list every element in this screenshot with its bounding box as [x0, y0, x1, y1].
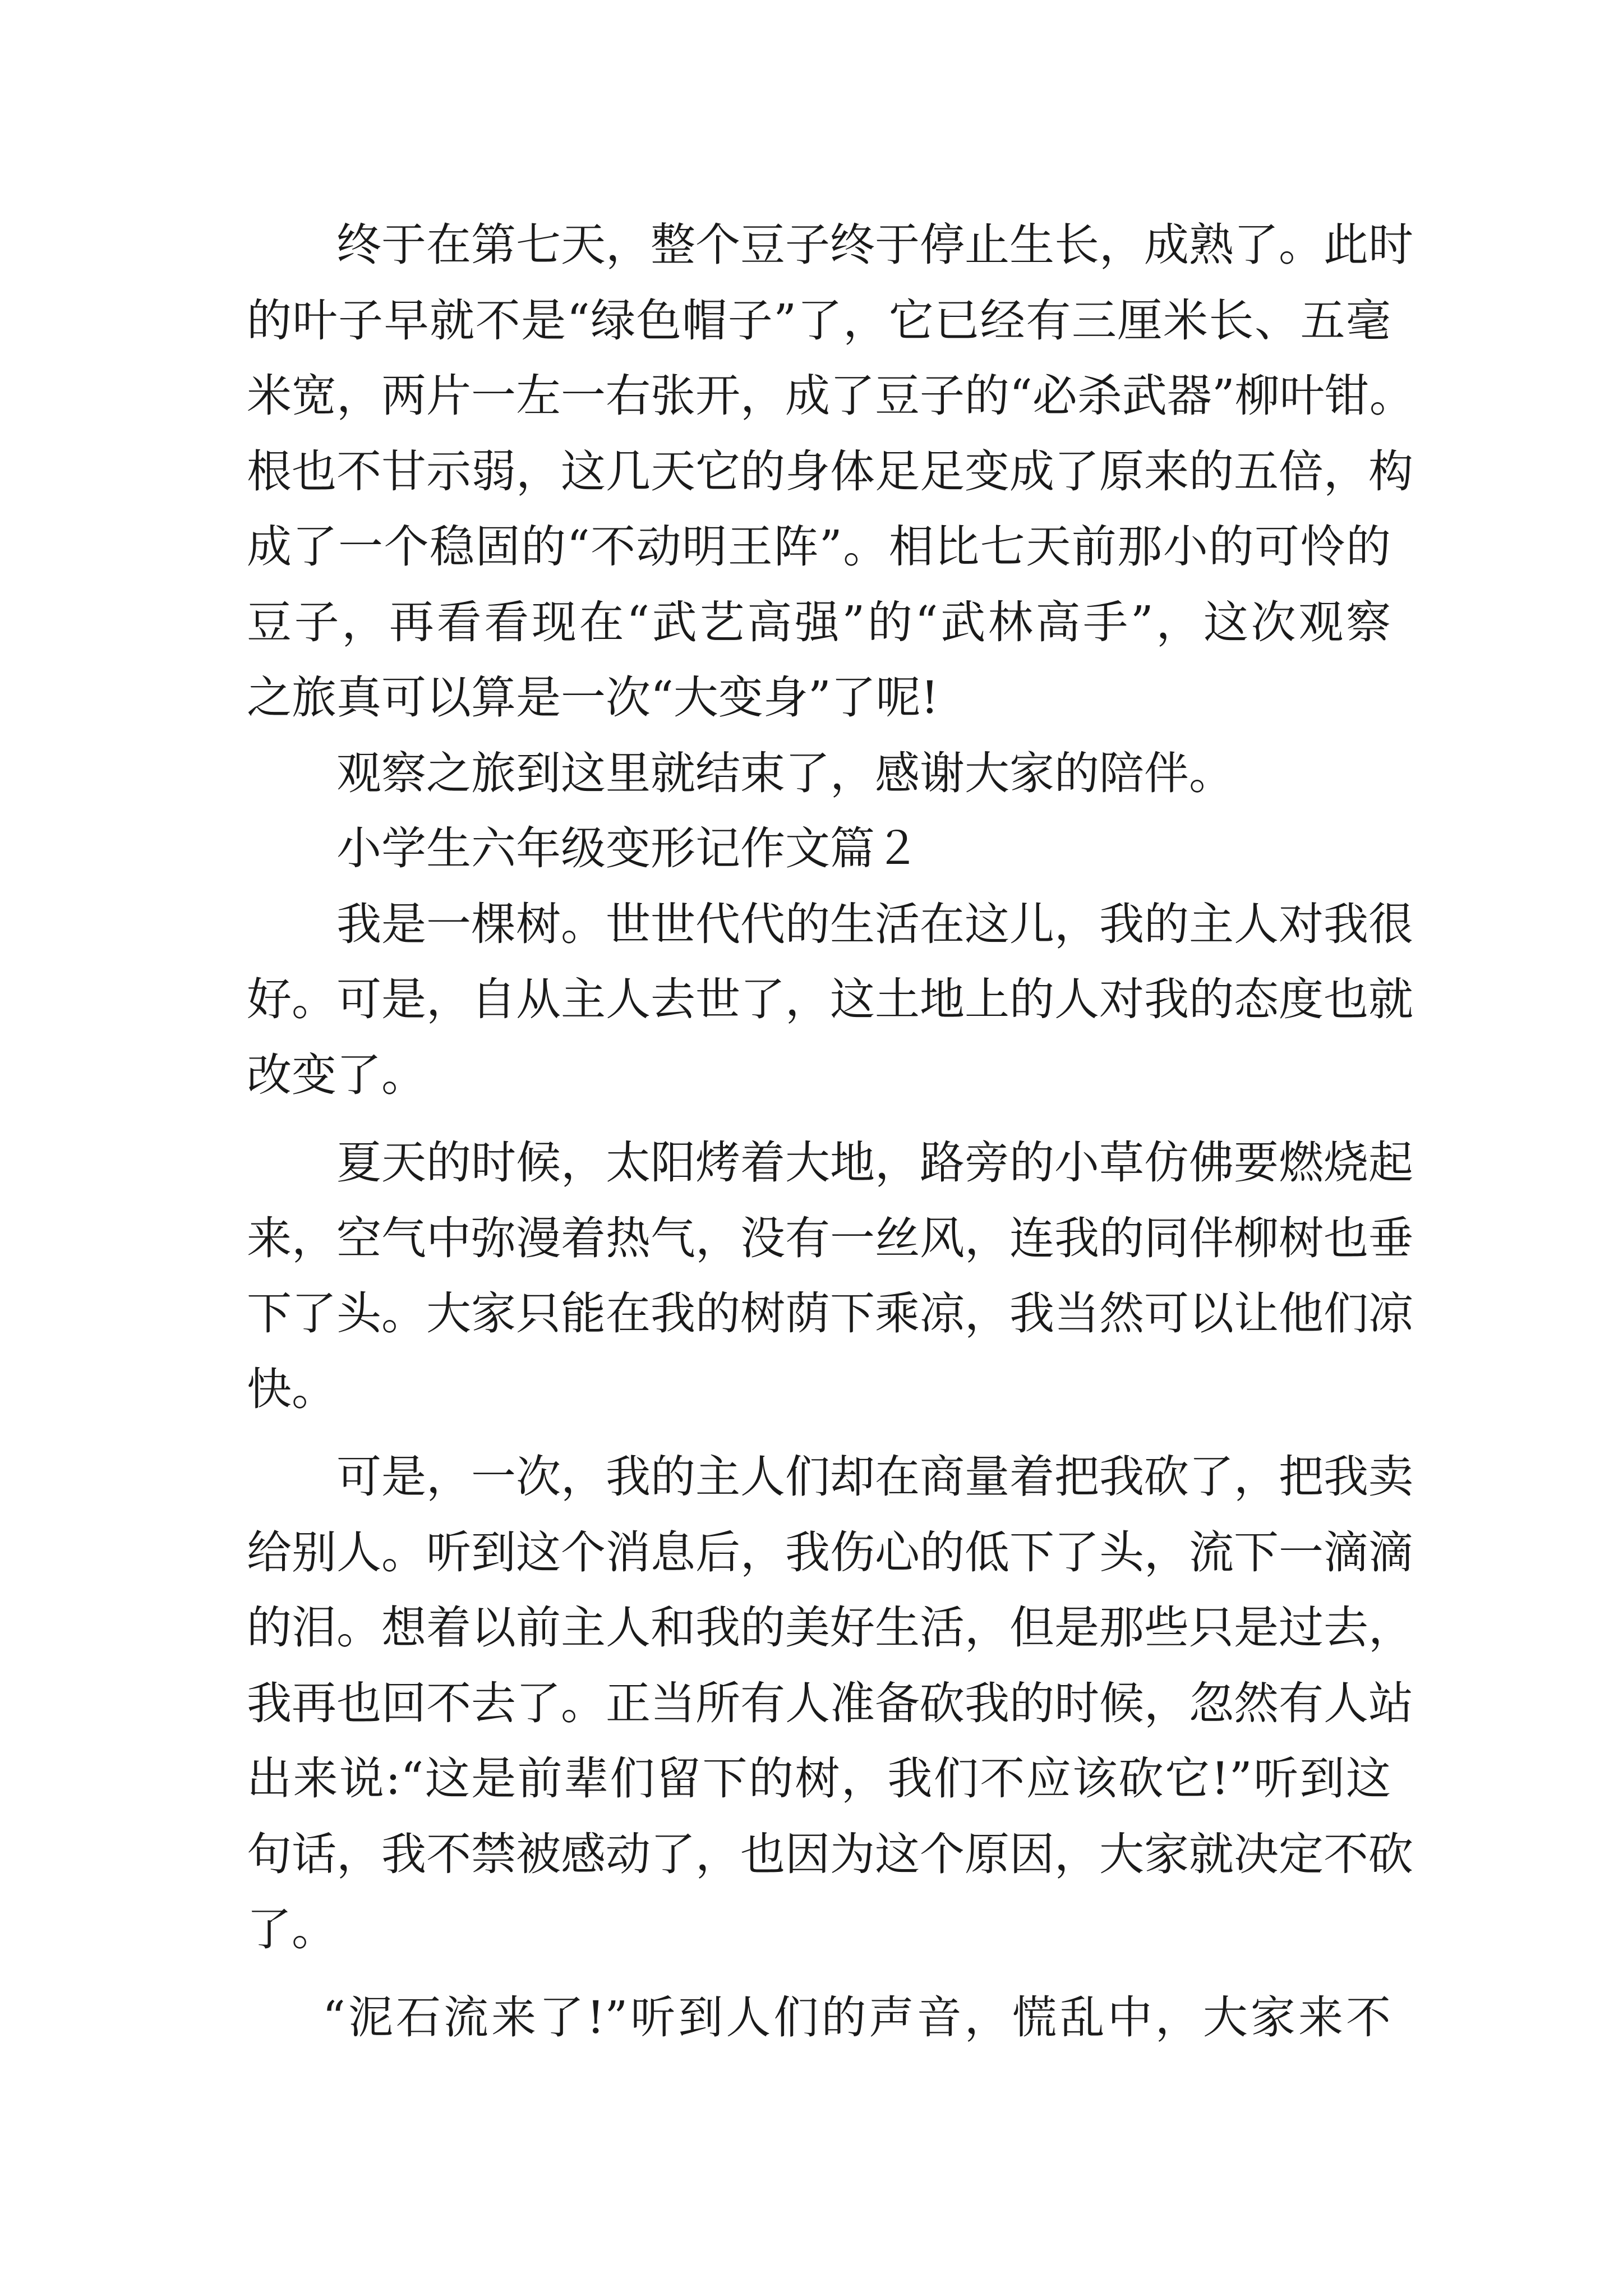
paragraph-line: “泥石流来了!”听到人们的声音，慌乱中，大家来不 — [322, 1991, 1391, 2044]
essay-body — [247, 208, 1414, 2055]
paragraph-line: 给别人。听到这个消息后，我伤心的低下了头，流下一滴滴 — [247, 1526, 1413, 1579]
paragraph-line: 出来说:“这是前辈们留下的树，我们不应该砍它!”听到这 — [247, 1752, 1391, 1805]
paragraph-line: 豆子，再看看现在“武艺高强”的“武林高手”，这次观察 — [247, 596, 1391, 648]
paragraph-line: 的泪。想着以前主人和我的美好生活，但是那些只是过去， — [247, 1602, 1413, 1654]
paragraph-line: 的叶子早就不是“绿色帽子”了，它已经有三厘米长、五毫 — [247, 294, 1391, 347]
paragraph-line: 米宽，两片一左一右张开，成了豆子的“必杀武器”柳叶钳。 — [247, 370, 1414, 422]
paragraph-line: 夏天的时候，太阳烤着大地，路旁的小草仿佛要燃烧起 — [336, 1137, 1413, 1189]
paragraph-line: 了。 — [247, 1903, 336, 1955]
paragraph-gap — [247, 1427, 1391, 1439]
paragraph-line: 来，空气中弥漫着热气，没有一丝风，连我的同伴柳树也垂 — [247, 1212, 1413, 1264]
paragraph-line: 我是一棵树。世世代代的生活在这儿，我的主人对我很 — [336, 898, 1413, 950]
paragraph-line: 成了一个稳固的“不动明王阵”。相比七天前那小的可怜的 — [247, 521, 1391, 573]
paragraph-gap — [247, 1968, 1391, 1980]
paragraph-line: 改变了。 — [247, 1048, 426, 1101]
section-heading: 小学生六年级变形记作文篇２ — [336, 822, 920, 875]
paragraph-line: 我再也回不去了。正当所有人准备砍我的时候，忽然有人站 — [247, 1677, 1413, 1729]
paragraph-line: 观察之旅到这里就结束了，感谢大家的陪伴。 — [336, 747, 1234, 799]
paragraph-line: 可是，一次，我的主人们却在商量着把我砍了，把我卖 — [336, 1451, 1413, 1503]
paragraph-line: 之旅真可以算是一次“大变身”了呢! — [247, 671, 939, 724]
paragraph-line: 好。可是，自从主人去世了，这土地上的人对我的态度也就 — [247, 973, 1413, 1025]
paragraph-line: 终于在第七天，整个豆子终于停止生长，成熟了。此时 — [336, 219, 1413, 271]
paragraph-line: 根也不甘示弱，这几天它的身体足足变成了原来的五倍，构 — [247, 445, 1413, 498]
paragraph-line: 句话，我不禁被感动了，也因为这个原因，大家就决定不砍 — [247, 1828, 1413, 1880]
paragraph-line: 下了头。大家只能在我的树荫下乘凉，我当然可以让他们凉 — [247, 1287, 1413, 1340]
paragraph-line: 快。 — [247, 1363, 336, 1415]
paragraph-gap — [247, 1113, 1391, 1125]
